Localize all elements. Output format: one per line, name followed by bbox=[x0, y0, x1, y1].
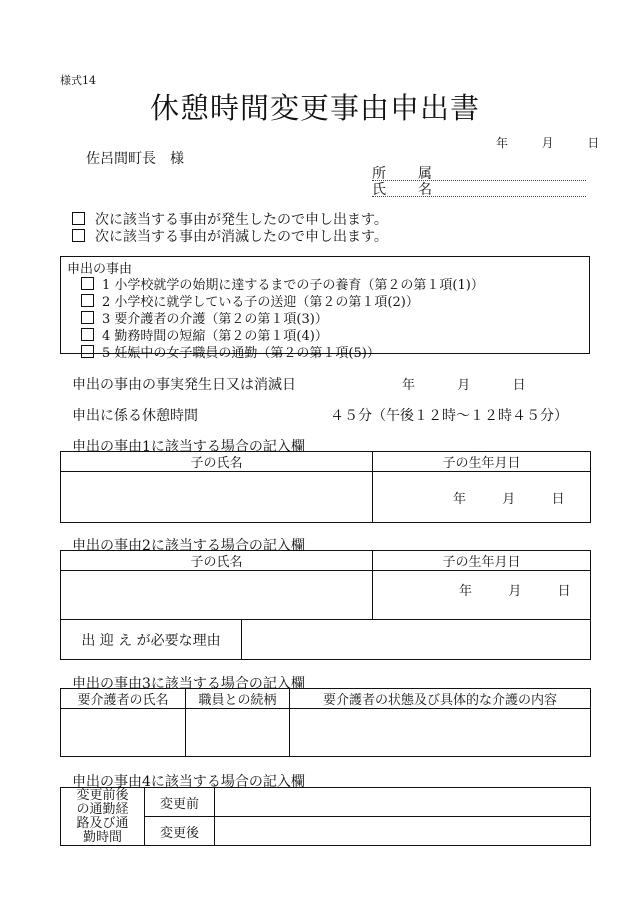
commute-label-line: 勤時間 bbox=[82, 829, 122, 845]
name-label-1: 氏 bbox=[372, 182, 386, 198]
commute-label-line: の通勤経 bbox=[76, 801, 129, 817]
birth-date bbox=[373, 580, 590, 599]
affiliation-label-1: 所 bbox=[372, 166, 386, 182]
child-name-cell[interactable] bbox=[61, 571, 373, 620]
col-relationship: 職員との続柄 bbox=[186, 689, 290, 709]
birth-month-label: 月 bbox=[508, 583, 522, 599]
fact-day-label: 日 bbox=[512, 378, 526, 393]
birth-date bbox=[373, 488, 590, 507]
section2-title: 申出の事由2に該当する場合の記入欄 bbox=[72, 538, 305, 554]
col-child-birth: 子の生年月日 bbox=[373, 452, 591, 472]
date-day-label: 日 bbox=[587, 136, 600, 150]
check-ceased-label: 次に該当する事由が消滅したので申し出ます。 bbox=[95, 229, 388, 245]
reason-label: 4 勤務時間の短縮（第２の第１項(4)） bbox=[102, 329, 328, 344]
before-change-cell[interactable] bbox=[215, 788, 591, 817]
checkbox-reason-5[interactable] bbox=[81, 345, 94, 358]
pickup-reason-label: 出 迎 え が必要な理由 bbox=[61, 620, 242, 660]
col-care-recipient-name: 要介護者の氏名 bbox=[61, 689, 186, 709]
check-ceased-row bbox=[72, 226, 388, 246]
section4-title: 申出の事由4に該当する場合の記入欄 bbox=[72, 774, 305, 790]
affiliation-field[interactable] bbox=[372, 164, 586, 181]
page-title: 休憩時間変更事由申出書 bbox=[149, 91, 480, 125]
before-change-label: 変更前 bbox=[145, 788, 215, 817]
checkbox-reason-3[interactable] bbox=[81, 311, 94, 324]
reason-label: 1 小学校就学の始期に達するまでの子の養育（第２の第１項(1)） bbox=[102, 278, 484, 293]
care-details-cell[interactable] bbox=[290, 709, 591, 757]
name-field[interactable] bbox=[372, 180, 586, 197]
section1-table bbox=[60, 451, 591, 523]
after-change-label: 変更後 bbox=[145, 817, 215, 846]
addressee: 佐呂間町長 様 bbox=[86, 151, 184, 167]
affiliation-label-2: 属 bbox=[418, 166, 432, 182]
birth-year-label: 年 bbox=[453, 491, 467, 507]
pickup-reason-cell[interactable] bbox=[242, 620, 591, 660]
break-time-label: 申出に係る休憩時間 bbox=[72, 408, 198, 424]
checkbox-reason-4[interactable] bbox=[81, 328, 94, 341]
after-change-cell[interactable] bbox=[215, 817, 591, 846]
reasons-header: 申出の事由 bbox=[67, 262, 133, 277]
col-child-name: 子の氏名 bbox=[61, 551, 373, 571]
checkbox-reason-2[interactable] bbox=[81, 294, 94, 307]
reason-item bbox=[81, 342, 380, 361]
child-birth-cell[interactable] bbox=[373, 472, 591, 523]
break-time-value: ４５分（午後１２時～１２時４５分） bbox=[330, 408, 568, 424]
section2-table bbox=[60, 550, 591, 660]
col-child-name: 子の氏名 bbox=[61, 452, 373, 472]
section4-table bbox=[60, 787, 591, 846]
reason-label: 3 要介護者の介護（第２の第１項(3)） bbox=[102, 312, 328, 327]
checkbox-occurred[interactable] bbox=[72, 212, 85, 225]
fact-date-label: 申出の事由の事実発生日又は消滅日 bbox=[72, 377, 296, 393]
reason-label: 5 妊娠中の女子職員の通勤（第２の第１項(5)） bbox=[102, 346, 380, 361]
checkbox-ceased[interactable] bbox=[72, 229, 85, 242]
form-number: 様式14 bbox=[60, 74, 96, 87]
section3-table bbox=[60, 688, 591, 757]
birth-day-label: 日 bbox=[557, 583, 571, 599]
section3-title: 申出の事由3に該当する場合の記入欄 bbox=[72, 676, 305, 692]
col-care-details: 要介護者の状態及び具体的な介護の内容 bbox=[290, 689, 591, 709]
checkbox-reason-1[interactable] bbox=[81, 277, 94, 290]
commute-label-line: 路及び通 bbox=[76, 815, 129, 831]
submission-date bbox=[496, 134, 599, 151]
birth-day-label: 日 bbox=[551, 491, 565, 507]
care-recipient-name-cell[interactable] bbox=[61, 709, 186, 757]
child-birth-cell[interactable] bbox=[373, 571, 591, 620]
birth-year-label: 年 bbox=[459, 583, 473, 599]
section1-title: 申出の事由1に該当する場合の記入欄 bbox=[72, 439, 305, 455]
col-child-birth: 子の生年月日 bbox=[373, 551, 591, 571]
commute-label-line: 変更前後 bbox=[76, 787, 129, 803]
fact-month-label: 月 bbox=[457, 378, 471, 393]
date-month-label: 月 bbox=[541, 136, 554, 150]
name-label-2: 名 bbox=[418, 182, 432, 198]
commute-route-label bbox=[61, 788, 145, 846]
relationship-cell[interactable] bbox=[186, 709, 290, 757]
fact-date[interactable] bbox=[402, 374, 526, 393]
reasons-box bbox=[60, 256, 590, 361]
birth-month-label: 月 bbox=[502, 491, 516, 507]
date-year-label: 年 bbox=[496, 136, 509, 150]
fact-year-label: 年 bbox=[402, 378, 416, 393]
reason-label: 2 小学校に就学している子の送迎（第２の第１項(2)） bbox=[102, 295, 419, 310]
check-occurred-label: 次に該当する事由が発生したので申し出ます。 bbox=[95, 212, 388, 228]
child-name-cell[interactable] bbox=[61, 472, 373, 523]
